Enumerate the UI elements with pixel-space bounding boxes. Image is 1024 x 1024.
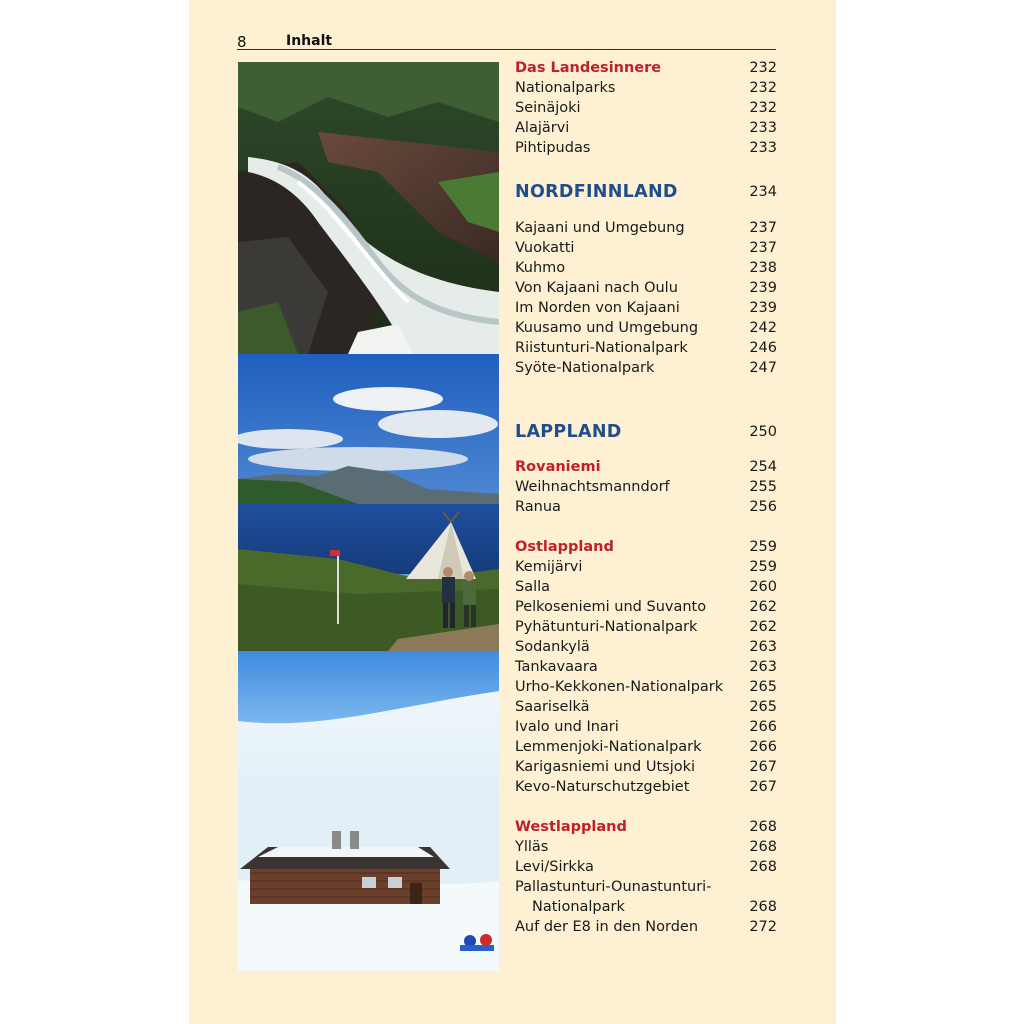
toc-entry	[515, 238, 777, 258]
toc-entry-title: Riistunturi-Nationalpark	[515, 340, 688, 356]
toc-chapter	[515, 180, 777, 204]
photo-lake-tipi	[238, 354, 499, 651]
toc-entry-title: Pallastunturi-Ounastunturi-	[515, 879, 712, 895]
toc-entry-title: Tankavaara	[515, 659, 598, 675]
toc-entry-title: Das Landesinnere	[515, 60, 662, 76]
toc-entry-page: 267	[749, 779, 777, 795]
toc-entry-title: Ylläs	[515, 839, 549, 855]
toc-entry-title: Syöte-Nationalpark	[515, 360, 655, 376]
toc-entry-title: Kevo-Naturschutzgebiet	[515, 779, 690, 795]
toc-entry	[515, 757, 777, 777]
toc-entry-page: 250	[749, 424, 777, 440]
toc-entry	[515, 358, 777, 378]
toc-entry-title: Ivalo und Inari	[515, 719, 619, 735]
toc-entry-title: Karigasniemi und Utsjoki	[515, 759, 696, 775]
toc-entry	[515, 617, 777, 637]
toc-entry-page: 263	[749, 659, 777, 675]
toc-entry-page: 259	[749, 539, 777, 555]
toc-entry	[515, 497, 777, 517]
toc-entry-page: 233	[749, 140, 777, 156]
toc-entry	[515, 218, 777, 238]
toc-entry-page: 268	[749, 819, 777, 835]
toc-section	[515, 58, 777, 78]
toc-entry-page: 246	[749, 340, 777, 356]
toc-entry	[515, 78, 777, 98]
toc-entry	[515, 877, 777, 897]
toc-entry-title: Kuhmo	[515, 260, 566, 276]
toc-entry-page: 232	[749, 100, 777, 116]
toc-entry	[515, 597, 777, 617]
toc-entry-title: Von Kajaani nach Oulu	[515, 280, 678, 296]
toc-entry-title: Urho-Kekkonen-Nationalpark	[515, 679, 724, 695]
toc-entry-page: 268	[749, 839, 777, 855]
toc-entry	[515, 477, 777, 497]
toc-entry	[515, 338, 777, 358]
toc-entry-title: Alajärvi	[515, 120, 570, 136]
toc-entry-title: Im Norden von Kajaani	[515, 300, 680, 316]
toc-entry	[515, 98, 777, 118]
toc-entry	[515, 777, 777, 797]
toc-entry-page: 239	[749, 280, 777, 296]
toc-section	[515, 457, 777, 477]
toc-entry-title: NORDFINNLAND	[515, 182, 678, 202]
toc-entry-page: 239	[749, 300, 777, 316]
toc-entry-page: 233	[749, 120, 777, 136]
toc-entry-page: 265	[749, 699, 777, 715]
toc-entry-title: Levi/Sirkka	[515, 859, 594, 875]
toc-entry-page: 242	[749, 320, 777, 336]
toc-entry-title: Kemijärvi	[515, 559, 583, 575]
toc-entry-page: 247	[749, 360, 777, 376]
toc-entry-title: Pyhätunturi-Nationalpark	[515, 619, 698, 635]
toc-entry-page: 234	[749, 184, 777, 200]
toc-entry-page: 237	[749, 240, 777, 256]
toc-entry-page: 268	[749, 899, 777, 915]
toc-entry-page: 265	[749, 679, 777, 695]
toc-entry-page: 237	[749, 220, 777, 236]
toc-entry	[515, 857, 777, 877]
toc-section	[515, 537, 777, 557]
toc-entry-page: 232	[749, 60, 777, 76]
toc-entry	[515, 657, 777, 677]
toc-entry	[515, 697, 777, 717]
toc-section	[515, 817, 777, 837]
toc-entry-title: Ostlappland	[515, 539, 614, 555]
toc-entry-title: Ranua	[515, 499, 561, 515]
toc-entry-page: 259	[749, 559, 777, 575]
toc-entry	[515, 258, 777, 278]
toc-entry-title: Kajaani und Umgebung	[515, 220, 685, 236]
toc-entry-title: Westlappland	[515, 819, 627, 835]
toc-entry-page: 238	[749, 260, 777, 276]
toc-entry	[515, 138, 777, 158]
toc-entry	[515, 917, 777, 937]
toc-entry-title: LAPPLAND	[515, 422, 622, 442]
toc-entry	[515, 737, 777, 757]
toc-entry	[515, 677, 777, 697]
toc-entry-title: Kuusamo und Umgebung	[515, 320, 699, 336]
toc-entry-page: 255	[749, 479, 777, 495]
photo-column	[238, 62, 499, 971]
toc-entry-page: 262	[749, 599, 777, 615]
toc-entry-page: 232	[749, 80, 777, 96]
toc-entry-title: Lemmenjoki-Nationalpark	[515, 739, 702, 755]
toc-entry-page: 256	[749, 499, 777, 515]
toc-chapter	[515, 420, 777, 444]
toc-entry	[515, 557, 777, 577]
toc-entry-page: 260	[749, 579, 777, 595]
toc-entry-title: Auf der E8 in den Norden	[515, 919, 699, 935]
toc-entry	[515, 278, 777, 298]
toc-entry-title: Pelkoseniemi und Suvanto	[515, 599, 707, 615]
toc-entry-page: 262	[749, 619, 777, 635]
page-title: Inhalt	[286, 33, 333, 49]
photo-snow-hut	[238, 651, 499, 971]
toc-entry-page: 254	[749, 459, 777, 475]
page-header	[237, 33, 776, 50]
toc-entry-title: Pihtipudas	[515, 140, 591, 156]
toc-entry-page: 267	[749, 759, 777, 775]
toc-entry-title: Saariselkä	[515, 699, 590, 715]
toc-entry	[515, 577, 777, 597]
toc-entry-title: Rovaniemi	[515, 459, 601, 475]
toc-entry	[515, 118, 777, 138]
toc-entry-page: 263	[749, 639, 777, 655]
toc-entry-title: Seinäjoki	[515, 100, 581, 116]
toc-entry-title: Nationalpark	[532, 899, 625, 915]
toc-entry-title: Sodankylä	[515, 639, 590, 655]
toc-entry	[515, 897, 777, 917]
toc-entry-page: 266	[749, 739, 777, 755]
toc-entry-page: 266	[749, 719, 777, 735]
toc-entry	[515, 837, 777, 857]
toc-entry-page: 268	[749, 859, 777, 875]
toc-entry	[515, 637, 777, 657]
toc-entry	[515, 717, 777, 737]
toc-entry	[515, 318, 777, 338]
toc-entry-title: Nationalparks	[515, 80, 616, 96]
toc-entry-title: Weihnachtsmanndorf	[515, 479, 670, 495]
toc-entry-page: 272	[749, 919, 777, 935]
toc-entry-title: Salla	[515, 579, 551, 595]
toc-entry-title: Vuokatti	[515, 240, 575, 256]
page-number: 8	[237, 33, 247, 51]
photo-rapids	[238, 62, 499, 354]
toc-entry	[515, 298, 777, 318]
